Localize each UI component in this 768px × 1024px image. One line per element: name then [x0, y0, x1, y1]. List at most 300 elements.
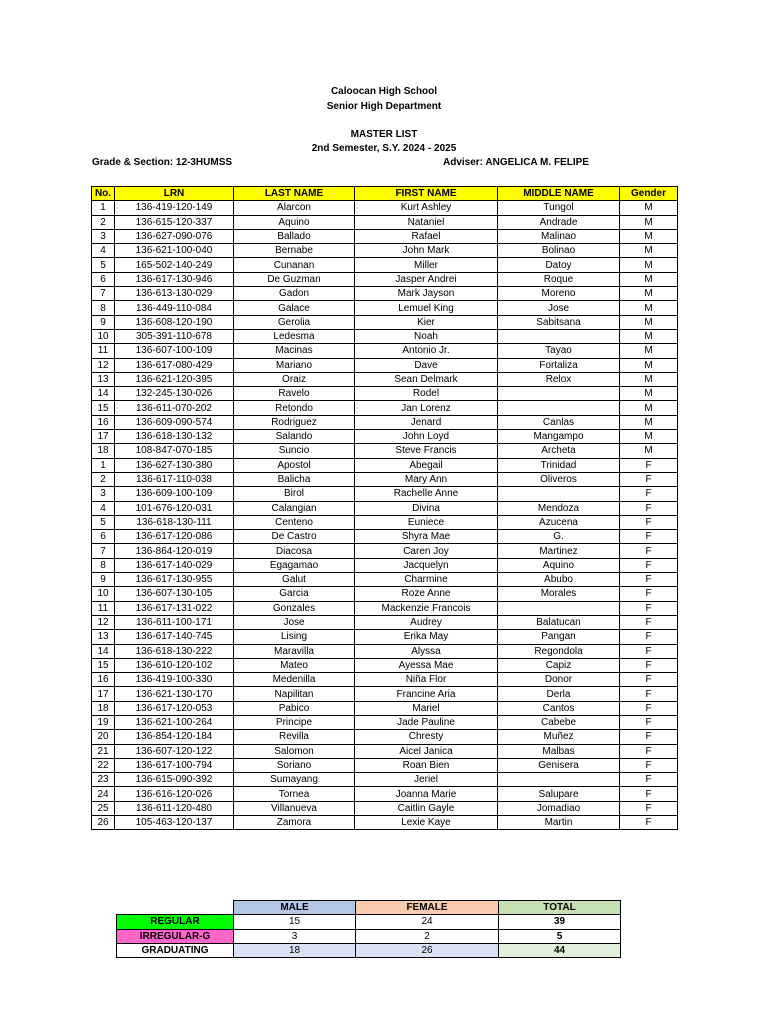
col-no-cell: 7: [92, 287, 115, 301]
col-last-name-cell: Birol: [234, 487, 355, 501]
col-middle-name-cell: Canlas: [498, 415, 620, 429]
table-row: [92, 758, 678, 772]
col-lrn-cell: 136-611-100-171: [115, 615, 234, 629]
col-first-name-cell: Niña Flor: [355, 673, 498, 687]
col-gender-cell: M: [620, 272, 678, 286]
col-middle-name-cell: Cabebe: [498, 715, 620, 729]
col-first-name-cell: Rafael: [355, 229, 498, 243]
regular-female: 24: [356, 915, 499, 929]
col-lrn-cell: 136-617-140-029: [115, 558, 234, 572]
table-row: [92, 630, 678, 644]
col-last-name-cell: Mariano: [234, 358, 355, 372]
col-last-name-cell: Ledesma: [234, 329, 355, 343]
irregular-male: 3: [234, 929, 356, 943]
col-last-name-cell: Alarcon: [234, 201, 355, 215]
col-middle-name-cell: G.: [498, 530, 620, 544]
col-middle-name-cell: Jose: [498, 301, 620, 315]
col-gender-cell: F: [620, 658, 678, 672]
col-first-name-cell: Aicel Janica: [355, 744, 498, 758]
graduating-label: GRADUATING: [117, 943, 234, 957]
col-first-name-cell: Jacquelyn: [355, 558, 498, 572]
col-middle-name-cell: Fortaliza: [498, 358, 620, 372]
table-row: [92, 472, 678, 486]
col-gender-cell: M: [620, 358, 678, 372]
summary-corner: [117, 901, 234, 915]
col-no-cell: 13: [92, 630, 115, 644]
col-first-name-cell: Dave: [355, 358, 498, 372]
col-no-cell: 3: [92, 487, 115, 501]
col-middle-name-cell: Balatucan: [498, 615, 620, 629]
col-no-cell: 17: [92, 687, 115, 701]
table-row: [92, 515, 678, 529]
col-gender-cell: M: [620, 287, 678, 301]
col-last-name-cell: Apostol: [234, 458, 355, 472]
table-header-row: [92, 187, 678, 201]
col-no-cell: 16: [92, 415, 115, 429]
table-row: [92, 372, 678, 386]
col-first-name-cell: Noah: [355, 329, 498, 343]
col-last-name-cell: Ballado: [234, 229, 355, 243]
table-row: [92, 587, 678, 601]
col-middle-name-header: MIDDLE NAME: [498, 187, 620, 201]
col-gender-cell: M: [620, 401, 678, 415]
col-no-cell: 18: [92, 701, 115, 715]
col-first-name-cell: Jenard: [355, 415, 498, 429]
col-last-name-cell: Galut: [234, 573, 355, 587]
col-no-cell: 14: [92, 387, 115, 401]
col-gender-cell: F: [620, 758, 678, 772]
col-middle-name-cell: Relox: [498, 372, 620, 386]
col-middle-name-cell: Genisera: [498, 758, 620, 772]
col-middle-name-cell: Azucena: [498, 515, 620, 529]
col-middle-name-cell: Regondola: [498, 644, 620, 658]
col-lrn-cell: 136-617-130-946: [115, 272, 234, 286]
col-lrn-cell: 136-618-130-132: [115, 430, 234, 444]
col-gender-cell: F: [620, 701, 678, 715]
col-lrn-cell: 136-613-130-029: [115, 287, 234, 301]
col-first-name-cell: Jan Lorenz: [355, 401, 498, 415]
col-no-cell: 19: [92, 715, 115, 729]
col-first-name-cell: Antonio Jr.: [355, 344, 498, 358]
col-middle-name-cell: Abubo: [498, 573, 620, 587]
col-first-name-cell: Euniece: [355, 515, 498, 529]
col-first-name-cell: John Mark: [355, 244, 498, 258]
col-no-cell: 15: [92, 401, 115, 415]
col-gender-cell: F: [620, 673, 678, 687]
col-no-cell: 2: [92, 215, 115, 229]
col-last-name-cell: De Guzman: [234, 272, 355, 286]
table-row: [92, 229, 678, 243]
table-row: [92, 287, 678, 301]
col-last-name-cell: Diacosa: [234, 544, 355, 558]
col-lrn-cell: 136-618-130-111: [115, 515, 234, 529]
col-middle-name-cell: Derla: [498, 687, 620, 701]
table-row: [92, 658, 678, 672]
table-row: [92, 701, 678, 715]
col-first-name-cell: Rachelle Anne: [355, 487, 498, 501]
col-last-name-cell: Pabico: [234, 701, 355, 715]
col-last-name-cell: Calangian: [234, 501, 355, 515]
table-row: [92, 444, 678, 458]
table-row: [92, 430, 678, 444]
col-last-name-cell: Jose: [234, 615, 355, 629]
col-lrn-cell: 136-610-120-102: [115, 658, 234, 672]
col-no-cell: 15: [92, 658, 115, 672]
col-gender-cell: F: [620, 487, 678, 501]
col-first-name-cell: Divina: [355, 501, 498, 515]
col-no-cell: 24: [92, 787, 115, 801]
col-first-name-cell: Charmine: [355, 573, 498, 587]
table-row: [92, 644, 678, 658]
table-row: [92, 601, 678, 615]
col-lrn-cell: 136-854-120-184: [115, 730, 234, 744]
col-first-name-cell: Sean Delmark: [355, 372, 498, 386]
col-first-name-cell: Rodel: [355, 387, 498, 401]
col-no-cell: 6: [92, 272, 115, 286]
col-gender-cell: M: [620, 315, 678, 329]
table-row: [92, 558, 678, 572]
col-lrn-cell: 136-617-140-745: [115, 630, 234, 644]
table-row: [92, 401, 678, 415]
col-last-name-cell: Zamora: [234, 816, 355, 830]
col-no-cell: 10: [92, 587, 115, 601]
adviser-label: Adviser: ANGELICA M. FELIPE: [443, 157, 589, 168]
col-last-name-cell: Oraiz: [234, 372, 355, 386]
col-last-name-cell: Gonzales: [234, 601, 355, 615]
summary-row-regular: [117, 915, 621, 929]
col-first-name-cell: Mark Jayson: [355, 287, 498, 301]
master-list-table: [91, 186, 678, 830]
col-lrn-cell: 136-609-100-109: [115, 487, 234, 501]
irregular-total: 5: [499, 929, 621, 943]
col-first-name-cell: John Loyd: [355, 430, 498, 444]
col-first-name-cell: Nataniel: [355, 215, 498, 229]
col-last-name-cell: Galace: [234, 301, 355, 315]
col-first-name-cell: Miller: [355, 258, 498, 272]
col-last-name-cell: Lising: [234, 630, 355, 644]
col-last-name-cell: Suncio: [234, 444, 355, 458]
col-lrn-header: LRN: [115, 187, 234, 201]
table-row: [92, 258, 678, 272]
col-last-name-cell: Egagamao: [234, 558, 355, 572]
col-middle-name-cell: Trinidad: [498, 458, 620, 472]
col-last-name-cell: Salomon: [234, 744, 355, 758]
col-lrn-cell: 132-245-130-026: [115, 387, 234, 401]
col-lrn-cell: 136-607-120-122: [115, 744, 234, 758]
col-first-name-cell: Joanna Marie: [355, 787, 498, 801]
table-row: [92, 501, 678, 515]
col-first-name-cell: Jeriel: [355, 773, 498, 787]
col-no-cell: 6: [92, 530, 115, 544]
col-middle-name-cell: Malinao: [498, 229, 620, 243]
col-first-name-cell: Roan Bien: [355, 758, 498, 772]
col-last-name-cell: Napilitan: [234, 687, 355, 701]
col-gender-cell: F: [620, 730, 678, 744]
col-last-name-cell: Macinas: [234, 344, 355, 358]
col-lrn-cell: 136-617-131-022: [115, 601, 234, 615]
col-lrn-cell: 136-615-090-392: [115, 773, 234, 787]
col-last-name-cell: Garcia: [234, 587, 355, 601]
col-middle-name-cell: Roque: [498, 272, 620, 286]
col-no-cell: 22: [92, 758, 115, 772]
col-last-name-header: LAST NAME: [234, 187, 355, 201]
col-middle-name-cell: Malbas: [498, 744, 620, 758]
col-lrn-cell: 136-617-120-086: [115, 530, 234, 544]
col-lrn-cell: 136-419-100-330: [115, 673, 234, 687]
col-no-cell: 11: [92, 601, 115, 615]
col-last-name-cell: Retondo: [234, 401, 355, 415]
semester-label: 2nd Semester, S.Y. 2024 - 2025: [311, 143, 457, 154]
col-last-name-cell: Bernabe: [234, 244, 355, 258]
table-row: [92, 415, 678, 429]
col-middle-name-cell: Salupare: [498, 787, 620, 801]
col-first-name-cell: Mackenzie Francois: [355, 601, 498, 615]
col-no-cell: 8: [92, 558, 115, 572]
col-first-name-cell: Audrey: [355, 615, 498, 629]
table-row: [92, 301, 678, 315]
col-middle-name-cell: Muñez: [498, 730, 620, 744]
col-middle-name-cell: Tayao: [498, 344, 620, 358]
col-lrn-cell: 136-621-130-170: [115, 687, 234, 701]
irregular-female: 2: [356, 929, 499, 943]
col-first-name-header: FIRST NAME: [355, 187, 498, 201]
col-gender-cell: M: [620, 344, 678, 358]
col-last-name-cell: Tornea: [234, 787, 355, 801]
col-lrn-cell: 136-617-120-053: [115, 701, 234, 715]
table-row: [92, 244, 678, 258]
col-lrn-cell: 136-864-120-019: [115, 544, 234, 558]
department-name: Senior High Department: [326, 101, 442, 112]
col-last-name-cell: Maravilla: [234, 644, 355, 658]
col-gender-cell: F: [620, 573, 678, 587]
col-no-cell: 7: [92, 544, 115, 558]
col-lrn-cell: 136-607-100-109: [115, 344, 234, 358]
col-last-name-cell: Mateo: [234, 658, 355, 672]
col-no-cell: 1: [92, 458, 115, 472]
table-row: [92, 773, 678, 787]
table-row: [92, 215, 678, 229]
col-last-name-cell: De Castro: [234, 530, 355, 544]
grade-section-label: Grade & Section: 12-3HUMSS: [92, 157, 233, 168]
table-row: [92, 458, 678, 472]
col-last-name-cell: Sumayang: [234, 773, 355, 787]
col-middle-name-cell: Sabitsana: [498, 315, 620, 329]
col-gender-cell: F: [620, 787, 678, 801]
document-title: MASTER LIST: [350, 129, 418, 140]
col-no-cell: 21: [92, 744, 115, 758]
col-middle-name-cell: Mendoza: [498, 501, 620, 515]
col-last-name-cell: Salando: [234, 430, 355, 444]
regular-label: REGULAR: [117, 915, 234, 929]
col-no-cell: 1: [92, 201, 115, 215]
col-gender-cell: F: [620, 544, 678, 558]
col-middle-name-cell: Oliveros: [498, 472, 620, 486]
col-gender-cell: M: [620, 229, 678, 243]
col-first-name-cell: Steve Francis: [355, 444, 498, 458]
table-row: [92, 329, 678, 343]
col-no-header: No.: [92, 187, 115, 201]
col-lrn-cell: 305-391-110-678: [115, 329, 234, 343]
table-row: [92, 387, 678, 401]
table-row: [92, 573, 678, 587]
col-gender-cell: F: [620, 501, 678, 515]
col-middle-name-cell: Martin: [498, 816, 620, 830]
graduating-total: 44: [499, 943, 621, 957]
col-gender-cell: M: [620, 372, 678, 386]
col-first-name-cell: Mary Ann: [355, 472, 498, 486]
col-lrn-cell: 108-847-070-185: [115, 444, 234, 458]
col-first-name-cell: Ayessa Mae: [355, 658, 498, 672]
col-no-cell: 3: [92, 229, 115, 243]
col-no-cell: 2: [92, 472, 115, 486]
col-lrn-cell: 136-419-120-149: [115, 201, 234, 215]
col-lrn-cell: 136-621-100-264: [115, 715, 234, 729]
table-row: [92, 687, 678, 701]
col-gender-cell: F: [620, 687, 678, 701]
col-lrn-cell: 136-618-130-222: [115, 644, 234, 658]
table-row: [92, 816, 678, 830]
table-row: [92, 673, 678, 687]
col-no-cell: 18: [92, 444, 115, 458]
col-no-cell: 25: [92, 801, 115, 815]
regular-male: 15: [234, 915, 356, 929]
col-middle-name-cell: [498, 487, 620, 501]
col-no-cell: 10: [92, 329, 115, 343]
col-first-name-cell: Jasper Andrei: [355, 272, 498, 286]
table-row: [92, 544, 678, 558]
col-gender-cell: F: [620, 801, 678, 815]
col-no-cell: 9: [92, 315, 115, 329]
col-middle-name-cell: Datoy: [498, 258, 620, 272]
col-no-cell: 4: [92, 501, 115, 515]
col-gender-cell: F: [620, 644, 678, 658]
col-middle-name-cell: [498, 329, 620, 343]
col-first-name-cell: Abegail: [355, 458, 498, 472]
col-gender-cell: F: [620, 515, 678, 529]
col-last-name-cell: Villanueva: [234, 801, 355, 815]
col-no-cell: 23: [92, 773, 115, 787]
col-gender-cell: F: [620, 715, 678, 729]
col-gender-cell: M: [620, 201, 678, 215]
col-middle-name-cell: Donor: [498, 673, 620, 687]
col-gender-cell: F: [620, 744, 678, 758]
col-last-name-cell: Medenilla: [234, 673, 355, 687]
col-no-cell: 4: [92, 244, 115, 258]
summary-header-row: [117, 901, 621, 915]
table-row: [92, 530, 678, 544]
table-row: [92, 801, 678, 815]
table-row: [92, 344, 678, 358]
col-lrn-cell: 136-616-120-026: [115, 787, 234, 801]
col-lrn-cell: 136-611-070-202: [115, 401, 234, 415]
col-middle-name-cell: Archeta: [498, 444, 620, 458]
col-no-cell: 5: [92, 515, 115, 529]
col-gender-cell: M: [620, 415, 678, 429]
table-row: [92, 201, 678, 215]
col-lrn-cell: 136-608-120-190: [115, 315, 234, 329]
col-first-name-cell: Lexie Kaye: [355, 816, 498, 830]
col-middle-name-cell: Morales: [498, 587, 620, 601]
col-no-cell: 13: [92, 372, 115, 386]
col-middle-name-cell: Tungol: [498, 201, 620, 215]
col-no-cell: 12: [92, 615, 115, 629]
col-middle-name-cell: Bolinao: [498, 244, 620, 258]
col-gender-cell: F: [620, 816, 678, 830]
col-middle-name-cell: Capiz: [498, 658, 620, 672]
col-first-name-cell: Lemuel King: [355, 301, 498, 315]
col-last-name-cell: Gerolia: [234, 315, 355, 329]
col-first-name-cell: Alyssa: [355, 644, 498, 658]
col-middle-name-cell: [498, 387, 620, 401]
col-middle-name-cell: [498, 401, 620, 415]
col-middle-name-cell: [498, 601, 620, 615]
col-lrn-cell: 136-611-120-480: [115, 801, 234, 815]
col-first-name-cell: Chresty: [355, 730, 498, 744]
col-last-name-cell: Gadon: [234, 287, 355, 301]
summary-female-header: FEMALE: [356, 901, 499, 915]
col-middle-name-cell: [498, 773, 620, 787]
col-middle-name-cell: Martinez: [498, 544, 620, 558]
col-lrn-cell: 136-617-100-794: [115, 758, 234, 772]
col-gender-cell: M: [620, 387, 678, 401]
col-gender-cell: M: [620, 444, 678, 458]
summary-row-graduating: [117, 943, 621, 957]
col-no-cell: 26: [92, 816, 115, 830]
col-no-cell: 17: [92, 430, 115, 444]
col-first-name-cell: Shyra Mae: [355, 530, 498, 544]
col-gender-cell: F: [620, 630, 678, 644]
col-gender-cell: M: [620, 215, 678, 229]
col-first-name-cell: Francine Aria: [355, 687, 498, 701]
col-last-name-cell: Centeno: [234, 515, 355, 529]
col-first-name-cell: Kier: [355, 315, 498, 329]
col-lrn-cell: 136-615-120-337: [115, 215, 234, 229]
graduating-male: 18: [234, 943, 356, 957]
col-gender-header: Gender: [620, 187, 678, 201]
col-middle-name-cell: Cantos: [498, 701, 620, 715]
col-gender-cell: F: [620, 472, 678, 486]
summary-male-header: MALE: [234, 901, 356, 915]
col-no-cell: 8: [92, 301, 115, 315]
col-gender-cell: F: [620, 773, 678, 787]
col-no-cell: 11: [92, 344, 115, 358]
col-no-cell: 5: [92, 258, 115, 272]
col-middle-name-cell: Jomadiao: [498, 801, 620, 815]
col-middle-name-cell: Aquino: [498, 558, 620, 572]
graduating-female: 26: [356, 943, 499, 957]
col-first-name-cell: Erika May: [355, 630, 498, 644]
col-lrn-cell: 165-502-140-249: [115, 258, 234, 272]
col-gender-cell: M: [620, 244, 678, 258]
col-lrn-cell: 136-627-130-380: [115, 458, 234, 472]
col-last-name-cell: Soriano: [234, 758, 355, 772]
col-last-name-cell: Principe: [234, 715, 355, 729]
col-lrn-cell: 136-617-080-429: [115, 358, 234, 372]
col-lrn-cell: 136-609-090-574: [115, 415, 234, 429]
col-last-name-cell: Revilla: [234, 730, 355, 744]
col-lrn-cell: 136-607-130-105: [115, 587, 234, 601]
col-gender-cell: M: [620, 329, 678, 343]
col-gender-cell: F: [620, 615, 678, 629]
col-first-name-cell: Mariel: [355, 701, 498, 715]
table-row: [92, 744, 678, 758]
table-row: [92, 730, 678, 744]
col-gender-cell: F: [620, 587, 678, 601]
regular-total: 39: [499, 915, 621, 929]
table-row: [92, 615, 678, 629]
col-no-cell: 20: [92, 730, 115, 744]
col-lrn-cell: 136-627-090-076: [115, 229, 234, 243]
